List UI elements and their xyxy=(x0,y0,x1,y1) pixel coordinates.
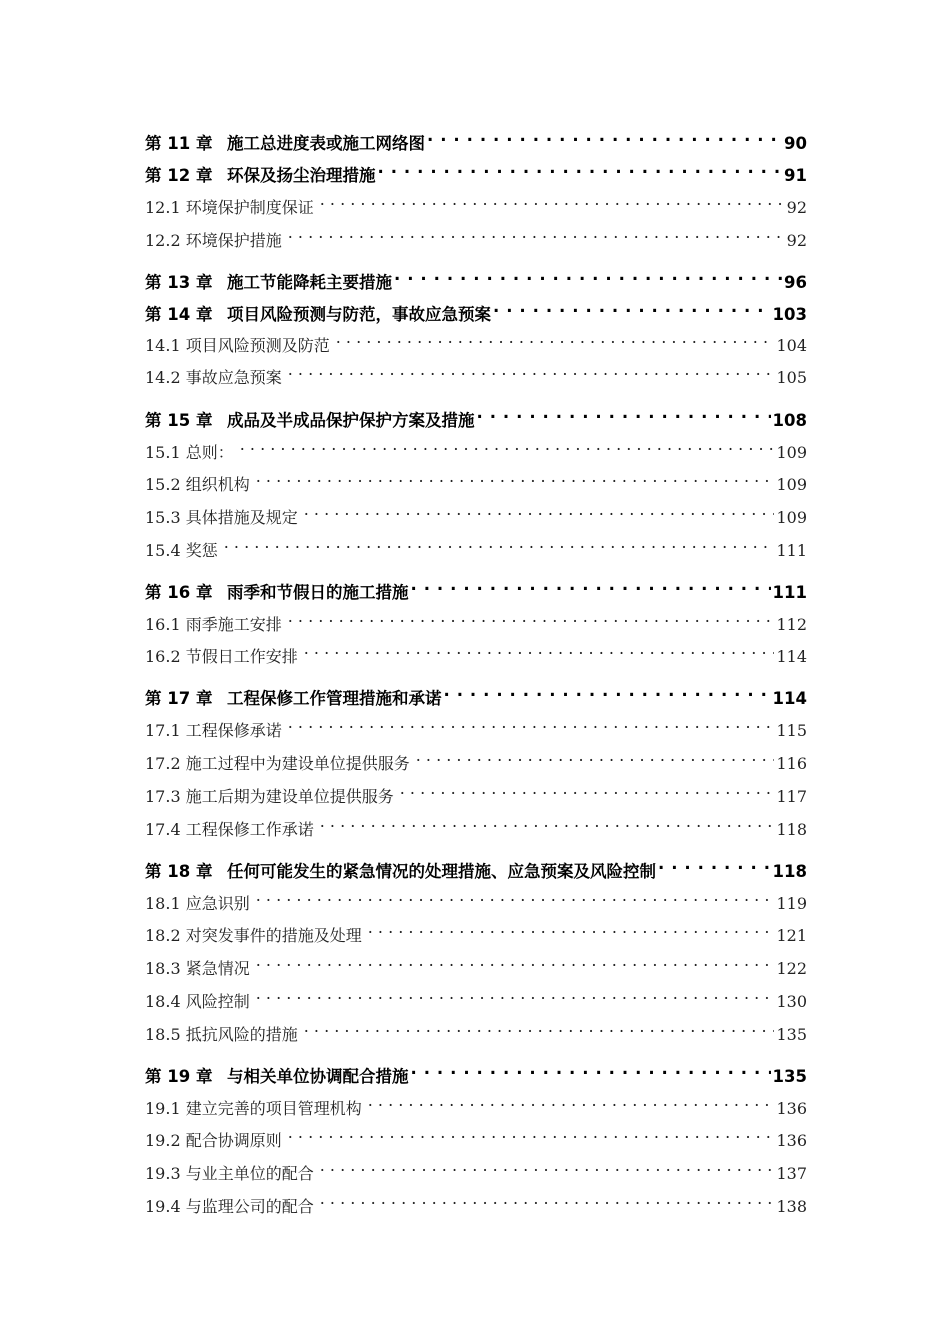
chapter-number: 第 17 章 xyxy=(145,689,213,708)
dot-leader xyxy=(320,187,785,213)
dot-leader xyxy=(288,1120,775,1146)
page-number: 136 xyxy=(776,1099,807,1118)
section-title: 17.3 施工后期为建设单位提供服务 xyxy=(145,787,394,806)
page-number: 108 xyxy=(772,411,807,430)
toc-section-row[interactable] xyxy=(145,1014,807,1044)
section-title: 17.2 施工过程中为建设单位提供服务 xyxy=(145,754,410,773)
page-number: 92 xyxy=(786,231,807,250)
page-number: 118 xyxy=(772,862,807,881)
dot-leader xyxy=(416,743,775,769)
section-title: 15.2 组织机构 xyxy=(145,475,250,494)
section-title: 19.2 配合协调原则 xyxy=(145,1131,282,1150)
toc-section-row[interactable] xyxy=(145,1153,807,1183)
chapter-title: 任何可能发生的紧急情况的处理措施、应急预案及风险控制 xyxy=(227,862,656,881)
page-number: 104 xyxy=(776,336,807,355)
section-title: 18.3 紧急情况 xyxy=(145,959,250,978)
toc-section-row[interactable] xyxy=(145,220,807,250)
page-number: 136 xyxy=(776,1131,807,1150)
chapter-number: 第 18 章 xyxy=(145,862,213,881)
toc-section-row[interactable] xyxy=(145,357,807,387)
chapter-number: 第 13 章 xyxy=(145,273,213,292)
toc-section-row[interactable] xyxy=(145,1088,807,1118)
toc-section-row[interactable] xyxy=(145,809,807,839)
page-number: 90 xyxy=(784,134,807,153)
page-number: 118 xyxy=(776,820,807,839)
dot-leader xyxy=(304,497,775,523)
section-title: 18.1 应急识别 xyxy=(145,894,250,913)
page-number: 91 xyxy=(784,166,807,185)
chapter-title: 工程保修工作管理措施和承诺 xyxy=(227,689,442,708)
toc-section-row[interactable] xyxy=(145,981,807,1011)
dot-leader xyxy=(368,1088,775,1114)
dot-leader xyxy=(288,710,775,736)
dot-leader xyxy=(477,400,771,426)
section-title: 12.1 环境保护制度保证 xyxy=(145,198,314,217)
toc-section-row[interactable] xyxy=(145,432,807,462)
dot-leader xyxy=(288,220,785,246)
dot-leader xyxy=(444,678,771,704)
dot-leader xyxy=(256,981,775,1007)
dot-leader xyxy=(256,464,775,490)
chapter-title: 项目风险预测与防范，事故应急预案 xyxy=(227,305,491,324)
chapter-number: 第 11 章 xyxy=(145,134,213,153)
page-number: 115 xyxy=(776,721,807,740)
page-number: 109 xyxy=(776,508,807,527)
toc-section-row[interactable] xyxy=(145,743,807,773)
page-number: 135 xyxy=(772,1067,807,1086)
section-title: 15.3 具体措施及规定 xyxy=(145,508,298,527)
toc-section-row[interactable] xyxy=(145,915,807,945)
dot-leader xyxy=(224,530,775,556)
chapter-title: 雨季和节假日的施工措施 xyxy=(227,583,409,602)
section-title: 18.5 抵抗风险的措施 xyxy=(145,1025,298,1044)
dot-leader xyxy=(320,1186,775,1212)
toc-chapter-row[interactable] xyxy=(145,400,807,430)
toc-section-row[interactable] xyxy=(145,604,807,634)
page-number: 116 xyxy=(776,754,807,773)
section-title: 18.4 风险控制 xyxy=(145,992,250,1011)
page-number: 138 xyxy=(776,1197,807,1216)
chapter-title: 与相关单位协调配合措施 xyxy=(227,1067,409,1086)
section-title: 14.2 事故应急预案 xyxy=(145,368,282,387)
toc-chapter-row[interactable] xyxy=(145,294,807,324)
dot-leader xyxy=(411,1056,771,1082)
section-title: 16.2 节假日工作安排 xyxy=(145,647,298,666)
chapter-number: 第 19 章 xyxy=(145,1067,213,1086)
chapter-number: 第 16 章 xyxy=(145,583,213,602)
toc-section-row[interactable] xyxy=(145,883,807,913)
toc-section-row[interactable] xyxy=(145,1120,807,1150)
toc-section-row[interactable] xyxy=(145,710,807,740)
dot-leader xyxy=(658,851,771,877)
dot-leader xyxy=(304,636,775,662)
section-title: 14.1 项目风险预测及防范 xyxy=(145,336,330,355)
page-number: 103 xyxy=(772,305,807,324)
page-number: 137 xyxy=(776,1164,807,1183)
section-title: 15.1 总则： xyxy=(145,443,234,462)
page-number: 111 xyxy=(772,583,807,602)
chapter-number: 第 15 章 xyxy=(145,411,213,430)
toc-chapter-row[interactable] xyxy=(145,262,807,292)
page-number: 117 xyxy=(776,787,807,806)
dot-leader xyxy=(304,1014,775,1040)
toc-section-row[interactable] xyxy=(145,497,807,527)
chapter-title: 施工总进度表或施工网络图 xyxy=(227,134,425,153)
dot-leader xyxy=(256,948,775,974)
page-number: 92 xyxy=(786,198,807,217)
page-number: 121 xyxy=(776,926,807,945)
dot-leader xyxy=(493,294,771,320)
section-title: 19.1 建立完善的项目管理机构 xyxy=(145,1099,362,1118)
page-number: 119 xyxy=(776,894,807,913)
chapter-title: 成品及半成品保护保护方案及措施 xyxy=(227,411,475,430)
page-number: 96 xyxy=(784,273,807,292)
section-title: 16.1 雨季施工安排 xyxy=(145,615,282,634)
dot-leader xyxy=(411,572,771,598)
chapter-number: 第 14 章 xyxy=(145,305,213,324)
dot-leader xyxy=(368,915,775,941)
dot-leader xyxy=(288,604,775,630)
toc-section-row[interactable] xyxy=(145,325,807,355)
page-number: 112 xyxy=(776,615,807,634)
page-number: 105 xyxy=(776,368,807,387)
toc-section-row[interactable] xyxy=(145,776,807,806)
toc-chapter-row[interactable] xyxy=(145,572,807,602)
dot-leader xyxy=(336,325,775,351)
toc-chapter-row[interactable] xyxy=(145,678,807,708)
toc-chapter-row[interactable] xyxy=(145,1056,807,1086)
toc-section-row[interactable] xyxy=(145,948,807,978)
dot-leader xyxy=(256,883,775,909)
toc-chapter-row[interactable] xyxy=(145,155,807,185)
toc-chapter-row[interactable] xyxy=(145,851,807,881)
section-title: 17.1 工程保修承诺 xyxy=(145,721,282,740)
page-number: 114 xyxy=(776,647,807,666)
page-number: 135 xyxy=(776,1025,807,1044)
section-title: 15.4 奖惩 xyxy=(145,541,218,560)
page-number: 109 xyxy=(776,475,807,494)
toc-section-row[interactable] xyxy=(145,1186,807,1216)
section-title: 19.4 与监理公司的配合 xyxy=(145,1197,314,1216)
section-title: 18.2 对突发事件的措施及处理 xyxy=(145,926,362,945)
page-number: 114 xyxy=(772,689,807,708)
chapter-title: 施工节能降耗主要措施 xyxy=(227,273,392,292)
toc-section-row[interactable] xyxy=(145,530,807,560)
dot-leader xyxy=(240,432,775,458)
dot-leader xyxy=(320,809,775,835)
dot-leader xyxy=(427,123,782,149)
section-title: 17.4 工程保修工作承诺 xyxy=(145,820,314,839)
section-title: 12.2 环境保护措施 xyxy=(145,231,282,250)
chapter-title: 环保及扬尘治理措施 xyxy=(227,166,376,185)
page-number: 111 xyxy=(776,541,807,560)
toc-chapter-row[interactable] xyxy=(145,123,807,153)
toc-section-row[interactable] xyxy=(145,187,807,217)
dot-leader xyxy=(288,357,775,383)
dot-leader xyxy=(400,776,775,802)
chapter-number: 第 12 章 xyxy=(145,166,213,185)
dot-leader xyxy=(394,262,782,288)
section-title: 19.3 与业主单位的配合 xyxy=(145,1164,314,1183)
dot-leader xyxy=(320,1153,775,1179)
page-number: 130 xyxy=(776,992,807,1011)
toc-section-row[interactable] xyxy=(145,464,807,494)
page-number: 109 xyxy=(776,443,807,462)
dot-leader xyxy=(378,155,783,181)
toc-section-row[interactable] xyxy=(145,636,807,666)
page-number: 122 xyxy=(776,959,807,978)
